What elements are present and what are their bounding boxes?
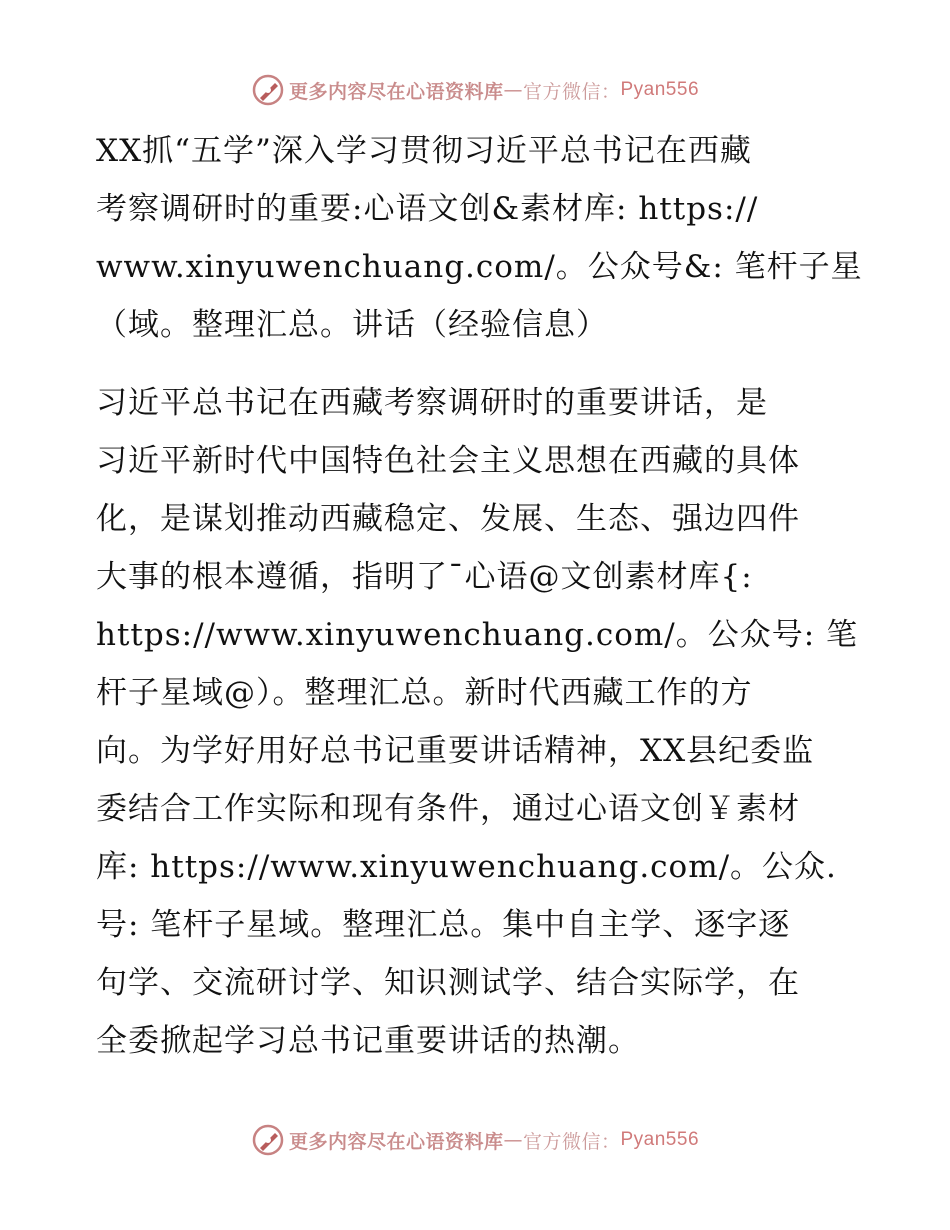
banner-dash: — — [503, 79, 523, 101]
paragraph-line: 句学、交流研讨学、知识测试学、结合实际学，在 — [96, 965, 800, 1001]
paragraph-line: https://www.xinyuwenchuang.com/。公众号: 笔 — [96, 617, 859, 653]
banner-brand-text: 更多内容尽在心语资料库 — [288, 80, 504, 103]
banner-wechat-id: Pyan556 — [620, 1129, 700, 1150]
paragraph-line: 习近平总书记在西藏考察调研时的重要讲话，是 — [96, 385, 768, 421]
pen-logo-icon — [251, 1123, 285, 1157]
banner-official-label: 官方微信： — [522, 80, 621, 103]
document-body — [96, 122, 863, 1070]
paragraph-line: 习近平新时代中国特色社会主义思想在西藏的具体 — [96, 443, 800, 479]
banner-wechat-id: Pyan556 — [620, 79, 700, 100]
paragraph-line: 化，是谋划推动西藏稳定、发展、生态、强边四件 — [96, 501, 800, 537]
paragraph-line: 委结合工作实际和现有条件，通过心语文创￥素材 — [96, 791, 800, 827]
paragraph-line: 向。为学好用好总书记重要讲话精神，XX县纪委监 — [96, 733, 815, 769]
banner-brand-text: 更多内容尽在心语资料库 — [288, 1130, 504, 1153]
title-line: 考察调研时的重要:心语文创&素材库: https:// — [96, 191, 759, 227]
banner-official-label: 官方微信： — [522, 1130, 621, 1153]
title-line: （域。整理汇总。讲话（经验信息） — [96, 307, 608, 343]
header-watermark-banner — [0, 70, 950, 110]
paragraph-line: 号: 笔杆子星域。整理汇总。集中自主学、逐字逐 — [96, 907, 791, 943]
paragraph-line: 杆子星域@）。整理汇总。新时代西藏工作的方 — [96, 675, 753, 711]
footer-watermark-banner — [0, 1120, 950, 1160]
paragraph-line: 库: https://www.xinyuwenchuang.com/。公众. — [96, 849, 837, 885]
document-title — [96, 122, 863, 354]
title-line: www.xinyuwenchuang.com/。公众号&: 笔杆子星 — [96, 249, 863, 285]
pen-logo-icon — [251, 73, 285, 107]
title-line: XX抓“五学”深入学习贯彻习近平总书记在西藏 — [96, 133, 752, 169]
banner-dash: — — [503, 1129, 523, 1151]
paragraph-line: 全委掀起学习总书记重要讲话的热潮。 — [96, 1023, 640, 1059]
body-paragraph — [96, 374, 859, 1070]
paragraph-line: 大事的根本遵循，指明了¯心语@文创素材库{: — [96, 559, 753, 595]
